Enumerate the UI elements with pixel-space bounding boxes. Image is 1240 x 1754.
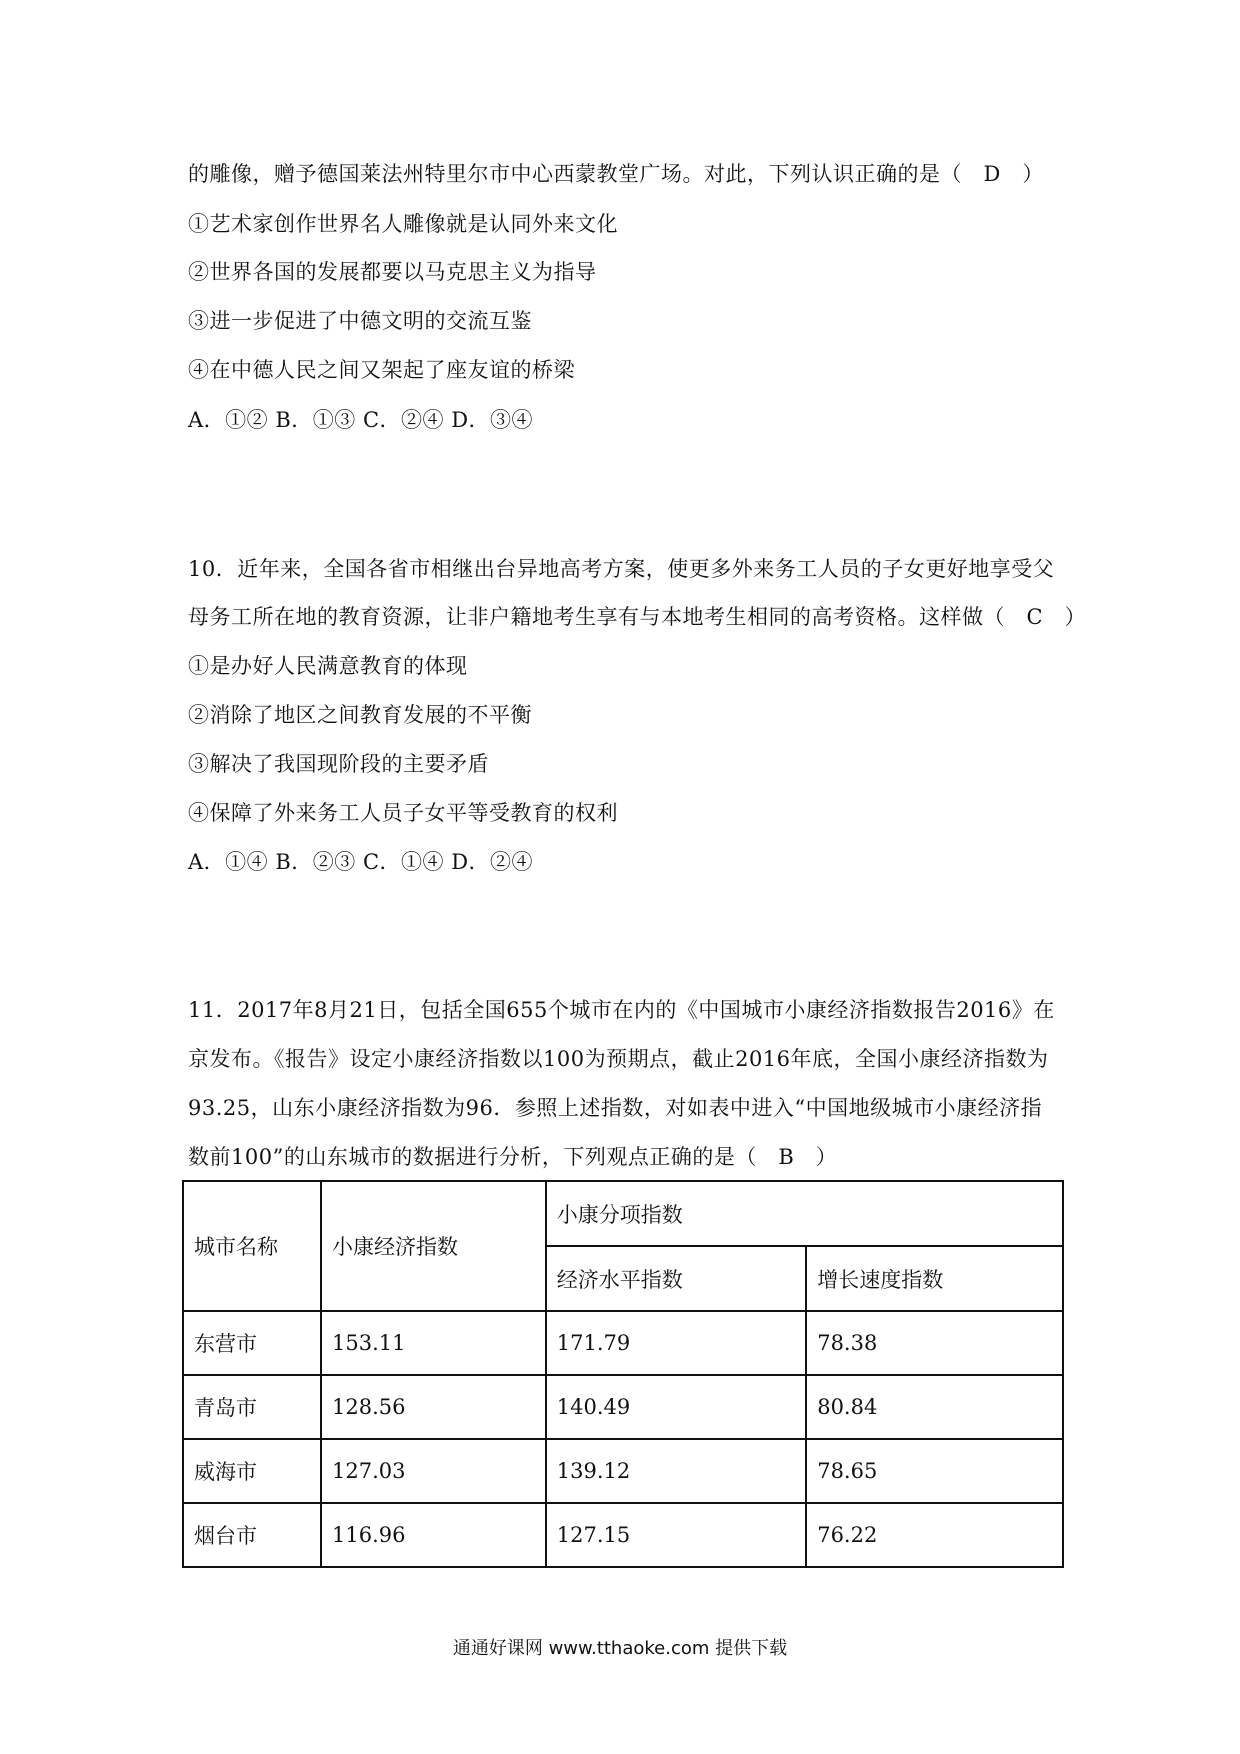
table-row (183, 1503, 1063, 1567)
header-index: 小康经济指数 (321, 1181, 546, 1311)
q10-option-1: ①是办好人民满意教育的体现 (188, 654, 468, 678)
cell-index: 128.56 (321, 1375, 546, 1439)
cell-index: 153.11 (321, 1311, 546, 1375)
q11-stem-line-1: 11．2017年8月21日，包括全国655个城市在内的《中国城市小康经济指数报告2016》在 (188, 998, 1055, 1022)
cell-economic-level: 139.12 (546, 1439, 806, 1503)
q9-option-3: ③进一步促进了中德文明的交流互鉴 (188, 309, 532, 333)
q10-option-3: ③解决了我国现阶段的主要矛盾 (188, 752, 489, 776)
q9-choices: A．①② B．①③ C．②④ D．③④ (188, 408, 534, 432)
cell-city: 东营市 (183, 1311, 321, 1375)
q11-stem-line-3: 93.25，山东小康经济指数为96．参照上述指数，对如表中进入“中国地级城市小康经济指 (188, 1096, 1043, 1120)
header-sub-group: 小康分项指数 (546, 1181, 1063, 1246)
cell-growth-speed: 76.22 (806, 1503, 1063, 1567)
cell-growth-speed: 78.65 (806, 1439, 1063, 1503)
q10-stem-line-2: 母务工所在地的教育资源，让非户籍地考生享有与本地考生相同的高考资格。这样做（ C ） (188, 605, 1087, 629)
table-row (183, 1439, 1063, 1503)
q9-option-1: ①艺术家创作世界名人雕像就是认同外来文化 (188, 212, 618, 236)
table-row (183, 1375, 1063, 1439)
cell-city: 威海市 (183, 1439, 321, 1503)
cell-city: 青岛市 (183, 1375, 321, 1439)
q9-stem: 的雕像，赠予德国莱法州特里尔市中心西蒙教堂广场。对此，下列认识正确的是（ D ） (188, 162, 1044, 186)
q9-option-4: ④在中德人民之间又架起了座友谊的桥梁 (188, 358, 575, 382)
cell-city: 烟台市 (183, 1503, 321, 1567)
cell-index: 127.03 (321, 1439, 546, 1503)
footer-credit: 通通好课网 www.tthaoke.com 提供下载 (452, 1638, 788, 1659)
q9-option-2: ②世界各国的发展都要以马克思主义为指导 (188, 260, 597, 284)
cell-growth-speed: 80.84 (806, 1375, 1063, 1439)
q10-choices: A．①④ B．②③ C．①④ D．②④ (188, 850, 534, 874)
q10-option-4: ④保障了外来务工人员子女平等受教育的权利 (188, 801, 618, 825)
cell-economic-level: 127.15 (546, 1503, 806, 1567)
cell-economic-level: 140.49 (546, 1375, 806, 1439)
header-economic-level: 经济水平指数 (546, 1246, 806, 1311)
cell-index: 116.96 (321, 1503, 546, 1567)
q10-stem-line-1: 10．近年来，全国各省市相继出台异地高考方案，使更多外来务工人员的子女更好地享受父 (188, 557, 1055, 581)
header-growth-speed: 增长速度指数 (806, 1246, 1063, 1311)
q11-stem-line-2: 京发布。《报告》设定小康经济指数以100为预期点，截止2016年底，全国小康经济指数为 (188, 1047, 1049, 1071)
table-row (183, 1311, 1063, 1375)
table-header-row (183, 1181, 1063, 1246)
city-index-table (182, 1180, 1064, 1568)
q10-option-2: ②消除了地区之间教育发展的不平衡 (188, 703, 532, 727)
cell-growth-speed: 78.38 (806, 1311, 1063, 1375)
q11-stem-line-4: 数前100”的山东城市的数据进行分析，下列观点正确的是（ B ） (188, 1145, 838, 1169)
cell-economic-level: 171.79 (546, 1311, 806, 1375)
header-city: 城市名称 (183, 1181, 321, 1311)
